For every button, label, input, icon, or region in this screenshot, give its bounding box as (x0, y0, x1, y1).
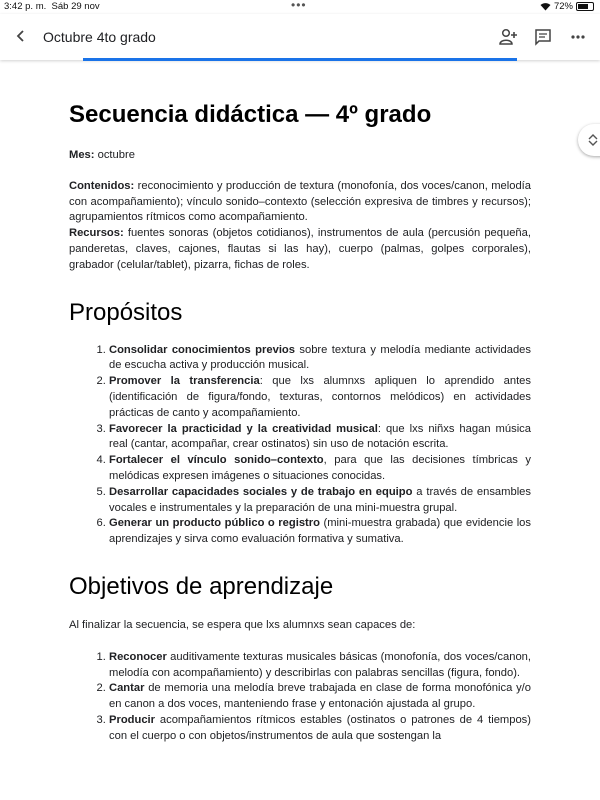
objetivos-list (69, 650, 531, 745)
list-item (109, 343, 531, 375)
add-person-icon (498, 28, 518, 46)
item-bold: Favorecer la practicidad y la creatividad musical (109, 422, 378, 435)
contenidos-label: Contenidos: (69, 179, 135, 192)
chevron-up-icon (588, 133, 598, 140)
recursos-paragraph (69, 226, 531, 273)
list-item (109, 681, 531, 713)
status-right (540, 1, 594, 12)
doc-title: Secuencia didáctica — 4º grado (69, 101, 432, 128)
list-item (109, 374, 531, 421)
item-text: : que lxs niñxs hagan música real (cantar, acompañar, crear ostinatos) sin uso de notación escrita. (109, 422, 531, 451)
more-icon (570, 34, 586, 40)
item-bold: Consolidar conocimientos previos (109, 343, 295, 356)
item-bold: Cantar (109, 682, 145, 695)
time-text: 3:42 p. m. (4, 1, 47, 12)
back-button[interactable] (10, 25, 32, 47)
objetivos-intro: Al finalizar la secuencia, se espera que lxs alumnxs sean capaces de: (69, 618, 416, 631)
status-time (4, 1, 100, 12)
item-text: (mini-muestra grabada) que evidencie los aprendizajes y sirva como evaluación formativa y sumativa. (109, 517, 531, 546)
heading-objetivos: Objetivos de aprendizaje (69, 572, 334, 600)
back-arrow-icon (14, 29, 28, 43)
list-item (109, 650, 531, 682)
recursos-value: fuentes sonoras (objetos cotidianos), instrumentos de aula (percusión pequeña, panderetas, claves, cajones, flautas si las hay), cuerpo (palmas, golpes corporales), grabador (celular/tablet), pizarra, fichas de roles. (69, 227, 531, 271)
battery-icon (576, 2, 594, 11)
list-item (109, 422, 531, 454)
list-item (109, 713, 531, 745)
item-bold: Reconocer (109, 650, 167, 663)
document-body[interactable] (69, 62, 531, 745)
item-bold: Desarrollar capacidades sociales y de trabajo en equipo (109, 485, 413, 498)
item-text: , para que las decisiones tímbricas y melódicas expresen imágenes o situaciones conocidas. (109, 454, 532, 482)
list-item (109, 516, 531, 548)
propositos-list (69, 343, 531, 548)
wifi-icon (540, 2, 551, 11)
battery-percent: 72% (553, 1, 573, 12)
chevron-down-icon (588, 140, 598, 147)
mes-label: Mes: (69, 149, 95, 161)
heading-propositos: Propósitos (69, 298, 183, 326)
item-bold: Producir (109, 713, 156, 726)
share-button[interactable] (497, 26, 519, 48)
date-text: Sáb 29 nov (51, 1, 100, 12)
more-button[interactable] (567, 26, 589, 48)
status-bar (0, 0, 600, 14)
list-item (109, 485, 531, 517)
multitask-dots-icon[interactable]: ••• (291, 0, 307, 12)
contenidos-value: reconocimiento y producción de textura (monofonía, dos voces/canon, melodía con acompañamiento); vínculo sonido–contexto (selección expresiva de timbres y recursos); agrupamientos rítmicos como acompañamiento. (69, 179, 531, 224)
app-bar (0, 14, 600, 60)
item-text: de memoria una melodía breve trabajada en clase de forma monofónica y/o en canon a dos voces, manteniendo frase y entonación ajustada al grupo. (109, 682, 531, 711)
scroll-position-bar (83, 58, 517, 61)
item-text: sobre textura y melodía mediante actividades de escucha activa y producción musical. (109, 343, 531, 372)
mes-value: octubre (94, 149, 135, 161)
item-bold: Generar un producto público o registro (109, 517, 320, 530)
scroll-toggle-button[interactable] (578, 124, 600, 156)
item-text: : que lxs alumnxs apliquen lo aprendido antes (identificación de figura/fondo, texturas, contornos melódicos) en actividades prácticas de canto y acompañamiento. (109, 375, 531, 419)
item-bold: Fortalecer el vínculo sonido–contexto (109, 454, 324, 467)
mes-paragraph (69, 148, 531, 164)
item-bold: Promover la transferencia (109, 375, 260, 388)
comment-button[interactable] (532, 26, 554, 48)
document-title: Octubre 4to grado (43, 29, 156, 45)
comment-icon (534, 28, 552, 46)
recursos-label: Recursos: (69, 227, 124, 240)
contenidos-paragraph (69, 179, 531, 226)
battery-fill (578, 4, 588, 9)
item-text: acompañamientos rítmicos estables (ostinatos o patrones de 4 tiempos) con el cuerpo o con objetos/instrumentos de aula que sostengan la (109, 713, 531, 742)
list-item (109, 453, 531, 485)
item-text: a través de ensambles vocales e instrumentales y la preparación de una mini-muestra grupal. (109, 485, 531, 514)
item-text: auditivamente texturas musicales básicas (monofonía, dos voces/canon, melodía con acompañamiento) y describirlas con palabras sencillas (figura, fondo). (109, 650, 531, 679)
